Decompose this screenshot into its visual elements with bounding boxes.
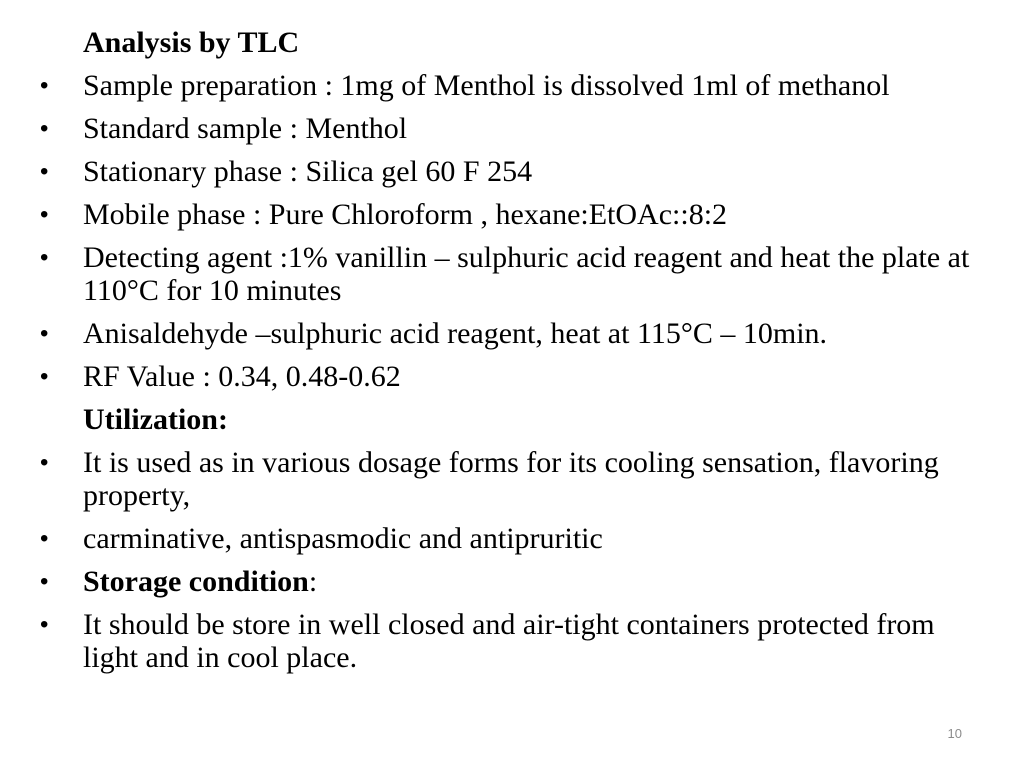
bullet-icon: •: [40, 320, 49, 347]
list-item-text: Standard sample : Menthol: [83, 112, 408, 145]
list-item-stationary-phase: [40, 155, 980, 188]
slide-content: [40, 26, 980, 684]
list-item-text: Anisaldehyde –sulphuric acid reagent, heat at 115°C – 10min.: [83, 317, 828, 350]
list-item-storage-condition: [40, 565, 980, 598]
bullet-icon: •: [40, 72, 49, 99]
bullet-icon: •: [40, 611, 49, 638]
list-item-mobile-phase: [40, 198, 980, 231]
bullet-icon: •: [40, 244, 49, 271]
list-item-text: RF Value : 0.34, 0.48-0.62: [83, 360, 401, 393]
list-item-sample-preparation: [40, 69, 980, 102]
bullet-icon: •: [40, 363, 49, 390]
list-item-text: Stationary phase : Silica gel 60 F 254: [83, 155, 533, 188]
storage-condition-label: Storage condition: [83, 565, 309, 598]
list-item-text: carminative, antispasmodic and antipruritic: [83, 522, 603, 555]
bullet-icon: •: [40, 158, 49, 185]
bullet-icon: •: [40, 201, 49, 228]
list-item-text: It should be store in well closed and air-tight containers protected from light and in cool place.: [83, 608, 935, 674]
bullet-icon: •: [40, 525, 49, 552]
list-item-storage-instruction: [40, 608, 980, 674]
list-item-rf-value: [40, 360, 980, 393]
bullet-icon: •: [40, 115, 49, 142]
list-item-text: Sample preparation : 1mg of Menthol is dissolved 1ml of methanol: [83, 69, 890, 102]
bullet-icon: •: [40, 449, 49, 476]
list-item-text: Mobile phase : Pure Chloroform , hexane:EtOAc::8:2: [83, 198, 728, 231]
heading-analysis-by-tlc: Analysis by TLC: [83, 26, 300, 59]
heading-utilization: Utilization:: [83, 403, 228, 436]
list-item-carminative: [40, 522, 980, 555]
list-item-anisaldehyde: [40, 317, 980, 350]
list-item-dosage-forms: [40, 446, 980, 512]
page-number: 10: [947, 726, 962, 741]
list-item-text: Detecting agent :1% vanillin – sulphuric acid reagent and heat the plate at 110°C for 10 minutes: [83, 241, 970, 307]
list-item-text: It is used as in various dosage forms for its cooling sensation, flavoring property,: [83, 446, 939, 512]
list-item-standard-sample: [40, 112, 980, 145]
bullet-icon: •: [40, 568, 49, 595]
list-item-detecting-agent: [40, 241, 980, 307]
storage-condition-colon: :: [308, 565, 318, 598]
